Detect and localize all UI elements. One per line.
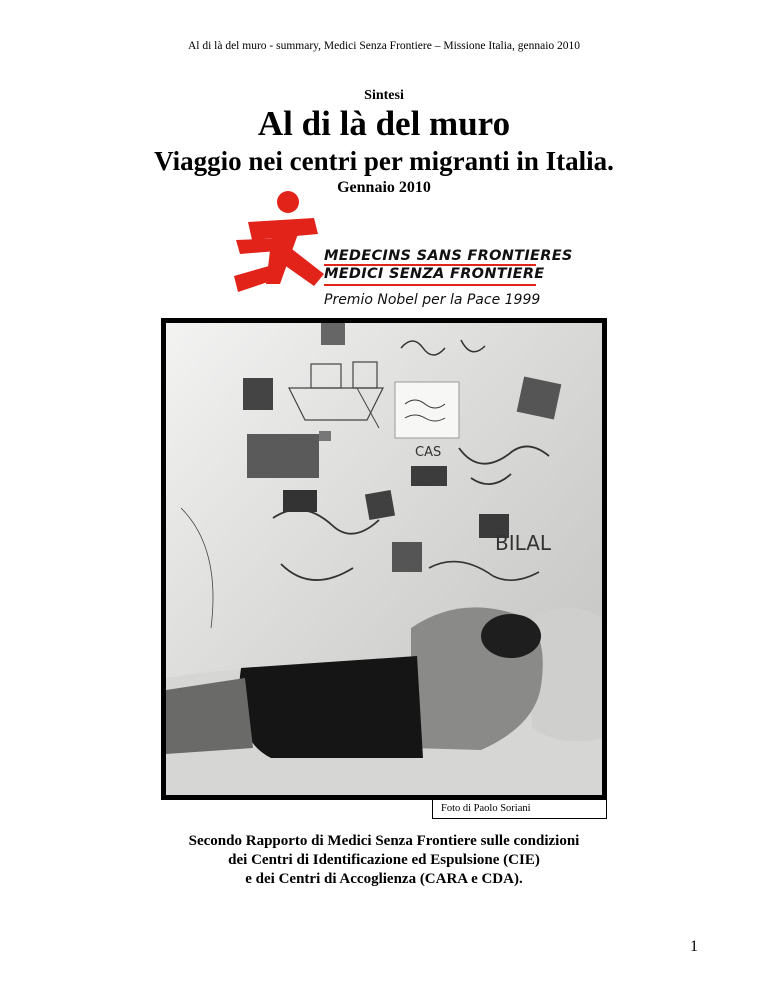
kicker: Sintesi <box>364 88 404 103</box>
msf-running-man-icon <box>228 188 328 300</box>
photo-credit: Foto di Paolo Soriani <box>441 803 531 814</box>
logo-name-it: MEDICI SENZA FRONTIERE <box>324 266 545 282</box>
logo-rule <box>324 284 536 286</box>
pinned-photo <box>365 490 395 520</box>
msf-logo <box>228 188 573 314</box>
shorts <box>239 656 423 758</box>
pinned-photo <box>321 323 345 345</box>
document-title: Al di là del muro <box>257 104 511 143</box>
logo-name-fr: MEDECINS SANS FRONTIERES <box>324 248 573 264</box>
document-subtitle: Viaggio nei centri per migranti in Italia. <box>154 146 614 176</box>
report-line: dei Centri di Identificazione ed Espulsione (CIE) <box>228 852 540 868</box>
pinned-photo <box>411 466 447 486</box>
logo-tagline: Premio Nobel per la Pace 1999 <box>324 292 541 308</box>
pinned-photo <box>243 378 273 410</box>
report-line: e dei Centri di Accoglienza (CARA e CDA). <box>245 871 523 887</box>
page-number: 1 <box>690 938 698 955</box>
pinned-photo <box>283 490 317 512</box>
pinned-paper <box>395 382 459 438</box>
cover-photo <box>161 318 607 800</box>
running-header: Al di là del muro - summary, Medici Senza Frontiere – Missione Italia, gennaio 2010 <box>187 40 581 52</box>
report-line: Secondo Rapporto di Medici Senza Frontiere sulle condizioni <box>188 833 580 849</box>
wall-writing: CAS <box>415 445 442 460</box>
pinned-photo <box>392 542 422 572</box>
pinned-photo <box>319 431 331 441</box>
pinned-photo <box>247 434 319 478</box>
document-date: Gennaio 2010 <box>337 179 431 196</box>
legs <box>166 678 253 754</box>
wall-writing: BILAL <box>495 531 552 555</box>
report-description <box>0 832 768 889</box>
